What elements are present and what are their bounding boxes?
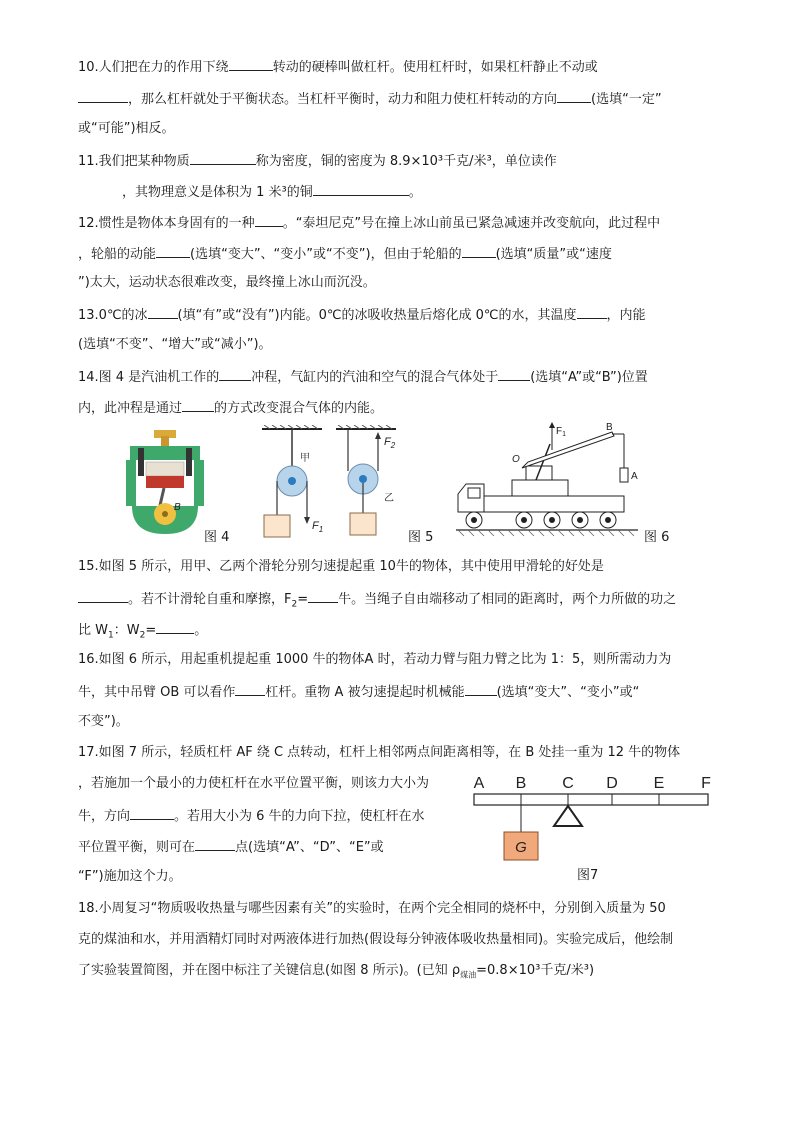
figure-4-engine (124, 428, 206, 538)
lever-point-d: D (606, 775, 618, 792)
answer-blank[interactable] (148, 305, 178, 319)
wheel-1-hub (471, 517, 477, 523)
q17-line4: 平位置平衡，则可在 点(选填“A”、“D”、“E”或 (78, 837, 384, 857)
answer-blank[interactable] (308, 589, 338, 603)
q14-line2: 内，此冲程是通过 的方式改变混合气体的内能。 (78, 398, 383, 418)
truck-bed (484, 496, 624, 512)
fig4-label-b: B (174, 502, 181, 513)
intake-valve (138, 448, 144, 476)
truck-window (468, 488, 480, 498)
wheel-5-hub (605, 517, 611, 523)
q11-line2: ，其物理意义是体积为 1 米³的铜 。 (122, 182, 422, 202)
answer-blank[interactable] (465, 682, 497, 696)
answer-blank[interactable] (229, 57, 273, 71)
cylinder-wall-left (126, 460, 136, 506)
q18-line2: 克的煤油和水，并用酒精灯同时对两液体进行加热(假设每分钟液体吸收热量相同)。实验完成后，他绘制 (78, 932, 674, 947)
q10-line2: ，那么杠杆就处于平衡状态。当杠杆平衡时，动力和阻力使杠杆转动的方向 (选填“一定” (78, 89, 662, 109)
answer-blank[interactable] (156, 620, 194, 634)
answer-blank[interactable] (577, 305, 607, 319)
q18-line3: 了实验装置简图，并在图中标注了关键信息(如图 8 所示)。(已知 $\rho_{煤油}=0.8\times 10^3$千克/米³) (78, 963, 595, 980)
answer-blank[interactable] (462, 244, 496, 258)
q15-line2: 。若不计滑轮自重和摩擦，$F_2=$ 牛。当绳子自由端移动了相同的距离时，两个力所做的功之 (78, 589, 676, 614)
answer-blank[interactable] (235, 682, 265, 696)
lever-point-b: B (515, 775, 527, 792)
label-a: A (631, 471, 638, 482)
figure-7-lever (470, 770, 720, 865)
weight-yi (350, 513, 376, 535)
q13-line1: 13.0℃的冰 (填“有”或“没有”)内能。0℃的冰吸收热量后熔化成 0℃的水，其温度 ，内能 (78, 305, 646, 325)
lever-point-a: A (473, 775, 485, 792)
figure-6-crane (452, 422, 642, 540)
q12-line2: ，轮船的动能 (选填“变大”、“变小”或“不变”)，但由于轮船的 (选填“质量”或“速度 (78, 244, 612, 264)
q16-line1: 16.如图 6 所示，用起重机提起重 1000 牛的物体A 时，若动力臂与阻力臂之比为 1：5，则所需动力为 (78, 652, 672, 667)
q12-line1: 12.惯性是物体本身固有的一种 。“泰坦尼克”号在撞上冰山前虽已紧急减速并改变航向，此过程中 (78, 213, 660, 233)
answer-blank[interactable] (557, 89, 591, 103)
fulcrum-c (554, 806, 582, 826)
boom-ob (522, 432, 614, 468)
answer-blank[interactable] (130, 806, 174, 820)
q17-line1: 17.如图 7 所示，轻质杠杆 AF 绕 C 点转动，杠杆上相邻两点间距离相等，在 B 处挂一重为 12 牛的物体 (78, 745, 681, 760)
combustion-chamber (146, 462, 184, 476)
pulley-jia-axle (288, 477, 296, 485)
q18-line1: 18.小周复习“物质吸收热量与哪些因素有关”的实验时，在两个完全相同的烧杯中，分别倒入质量为 50 (78, 901, 666, 916)
lever-bar (474, 794, 708, 805)
lever-point-c: C (562, 775, 574, 792)
piston (146, 476, 184, 488)
answer-blank[interactable] (156, 244, 190, 258)
lever-point-e: E (653, 775, 665, 792)
q11-line1: 11.我们把某种物质 称为密度，铜的密度为 8.9×10³千克/米³，单位读作 (78, 151, 557, 171)
q14-line1: 14.图 4 是汽油机工作的 冲程，气缸内的汽油和空气的混合气体处于 (选填“A”或“B”)位置 (78, 367, 648, 387)
answer-blank[interactable] (182, 398, 214, 412)
wheel-2-hub (521, 517, 527, 523)
answer-blank[interactable] (190, 151, 256, 165)
figure-5-pulleys (256, 425, 406, 540)
label-f1: $F_1$ (556, 426, 567, 438)
lever-point-f: F (701, 775, 711, 792)
label-jia: 甲 (300, 453, 310, 464)
wheel-3-hub (549, 517, 555, 523)
pulley-yi-axle (359, 475, 367, 483)
label-f2: $F_2$ (384, 436, 396, 450)
label-yi: 乙 (384, 493, 394, 504)
fig6-caption: 图 6 (644, 530, 670, 545)
load-a (620, 468, 628, 482)
answer-blank[interactable] (313, 182, 409, 196)
answer-blank[interactable] (255, 213, 283, 227)
arrow-f1 (304, 517, 310, 524)
arrow-f2 (375, 432, 381, 439)
q16-line3: 不变”)。 (78, 714, 129, 729)
q17-line5: “F”)施加这个力。 (78, 869, 182, 884)
q17-line2: ，若施加一个最小的力使杠杆在水平位置平衡，则该力大小为 (78, 776, 430, 791)
q16-line2: 牛，其中吊臂 OB 可以看作 杠杆。重物 A 被匀速提起时机械能 (选填“变大”、“变小”或“ (78, 682, 639, 702)
ground-hatch (458, 530, 634, 536)
answer-blank[interactable] (78, 89, 128, 103)
wheel-4-hub (577, 517, 583, 523)
answer-blank[interactable] (78, 589, 128, 603)
q10-line3: 或“可能”)相反。 (78, 121, 175, 136)
q12-line3: ”)太大，运动状态很难改变，最终撞上冰山而沉没。 (78, 275, 376, 290)
lever-point-labels (474, 775, 711, 792)
q15-line1: 15.如图 5 所示，用甲、乙两个滑轮分别匀速提起重 10牛的物体，其中使用甲滑轮的好处是 (78, 559, 604, 574)
exhaust-valve (186, 448, 192, 476)
label-g: G (515, 839, 527, 856)
answer-blank[interactable] (498, 367, 530, 381)
label-b: B (606, 422, 613, 433)
q10-line1: 10.人们把在力的作用下绕 转动的硬棒叫做杠杆。使用杠杆时，如果杠杆静止不动或 (78, 57, 598, 77)
q17-line3: 牛，方向 。若用大小为 6 牛的力向下拉，使杠杆在水 (78, 806, 425, 826)
answer-blank[interactable] (195, 837, 235, 851)
fig5-caption: 图 5 (408, 530, 434, 545)
q13-line2: (选填“不变”、“增大”或“减小”)。 (78, 337, 272, 352)
answer-blank[interactable] (219, 367, 251, 381)
weight-jia (264, 515, 290, 537)
fig4-caption: 图 4 (204, 530, 230, 545)
crane-base (512, 480, 568, 496)
crank-pin (162, 511, 168, 517)
cylinder-wall-right (194, 460, 204, 506)
q15-line3: 比 $W_1$：$W_2=$ 。 (78, 620, 207, 645)
label-o: O (512, 454, 520, 465)
fig7-caption: 图7 (577, 868, 599, 883)
force-f1-arrow (549, 422, 555, 428)
label-f1: $F_1$ (312, 520, 324, 534)
